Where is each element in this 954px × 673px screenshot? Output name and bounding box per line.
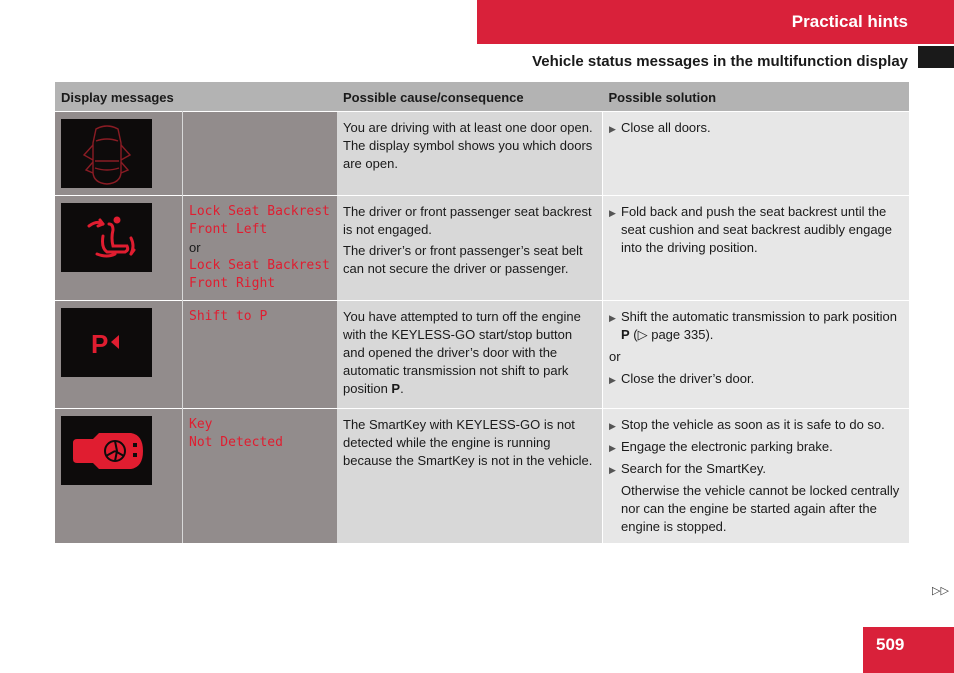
- display-code: Not Detected: [189, 435, 283, 450]
- continue-arrows-icon: ▷▷: [932, 585, 949, 597]
- icon-cell: [55, 409, 183, 544]
- code-cell: [183, 409, 338, 544]
- solution-note: Otherwise the vehicle cannot be locked centrally nor can the engine be started again after the engine is stopped.: [621, 483, 900, 534]
- cause-text: You are driving with at least one door open. The display symbol shows you which doors are open.: [343, 120, 593, 171]
- display-symbol: [61, 119, 152, 188]
- display-code: Front Left: [189, 222, 268, 237]
- page-subtitle: Vehicle status messages in the multifunction display: [532, 53, 908, 70]
- solution-cell: [603, 112, 910, 196]
- solution-item: ▶ Close all doors.: [609, 119, 903, 138]
- display-code: Key: [189, 417, 213, 432]
- solution-item: ▶ Fold back and push the seat backrest until the seat cushion and seat backrest audibly engage into the driving position.: [609, 204, 893, 255]
- car-doors-open-icon: [74, 121, 140, 187]
- cause-cell: [337, 112, 603, 196]
- code-cell: [183, 112, 338, 196]
- solution-item: ▶ Stop the vehicle as soon as it is safe to do so.: [609, 416, 903, 435]
- chapter-tab-marker: [918, 46, 954, 68]
- bullet-triangle-icon: ▶: [609, 465, 616, 475]
- display-symbol: [61, 308, 152, 377]
- solution-cell: [603, 196, 910, 301]
- solution-cell: [603, 301, 910, 409]
- icon-cell: [55, 301, 183, 409]
- seat-backrest-icon: [67, 208, 147, 268]
- display-symbol: [61, 203, 152, 272]
- park-indicator-icon: [77, 323, 137, 363]
- smartkey-icon: [65, 423, 149, 479]
- solution-item: ▶ Search for the SmartKey.: [609, 460, 903, 479]
- bullet-triangle-icon: ▶: [609, 375, 616, 385]
- bullet-triangle-icon: ▶: [609, 313, 616, 323]
- bullet-triangle-icon: ▶: [609, 421, 616, 431]
- table-row: [55, 409, 909, 544]
- col-header-cause: Possible cause/consequence: [337, 82, 603, 112]
- table-row: [55, 301, 909, 409]
- display-code: Lock Seat Backrest: [189, 204, 330, 219]
- cause-text: The driver’s or front passenger’s seat belt can not secure the driver or passenger.: [343, 243, 583, 276]
- code-cell: [183, 301, 338, 409]
- or-text: or: [609, 349, 621, 364]
- display-code: Lock Seat Backrest: [189, 258, 330, 273]
- cause-text: You have attempted to turn off the engine with the KEYLESS-GO start/stop button and opened the driver’s door with the automatic transmission not shift to park position P.: [343, 309, 581, 396]
- page-number: 509: [876, 635, 905, 654]
- bullet-triangle-icon: ▶: [609, 443, 616, 453]
- table-row: [55, 196, 909, 301]
- cause-cell: [337, 409, 603, 544]
- bullet-triangle-icon: ▶: [609, 208, 616, 218]
- col-header-solution: Possible solution: [603, 82, 910, 112]
- icon-cell: [55, 112, 183, 196]
- cause-text: The driver or front passenger seat backrest is not engaged.: [343, 204, 592, 237]
- solution-item: ▶ Shift the automatic transmission to park position P (▷ page 335).: [609, 309, 898, 342]
- svg-text:P: P: [90, 328, 108, 359]
- display-code: Front Right: [189, 276, 276, 291]
- or-text: or: [189, 240, 201, 255]
- icon-cell: [55, 196, 183, 301]
- col-header-display: Display messages: [55, 82, 337, 112]
- cause-text: The SmartKey with KEYLESS-GO is not detected while the engine is running because the SmartKey is not in the vehicle.: [343, 417, 593, 468]
- display-code: Shift to P: [189, 309, 268, 324]
- cause-cell: [337, 301, 603, 409]
- solution-item: ▶ Engage the electronic parking brake.: [609, 438, 903, 457]
- table-header-row: [55, 82, 909, 112]
- solution-cell: [603, 409, 910, 544]
- solution-item: ▶ Close the driver’s door.: [609, 370, 903, 389]
- status-messages-table: [55, 82, 909, 543]
- cause-cell: [337, 196, 603, 301]
- code-cell: [183, 196, 338, 301]
- section-title: Practical hints: [791, 12, 908, 31]
- table-row: [55, 112, 909, 196]
- display-symbol: [61, 416, 152, 485]
- bullet-triangle-icon: ▶: [609, 124, 616, 134]
